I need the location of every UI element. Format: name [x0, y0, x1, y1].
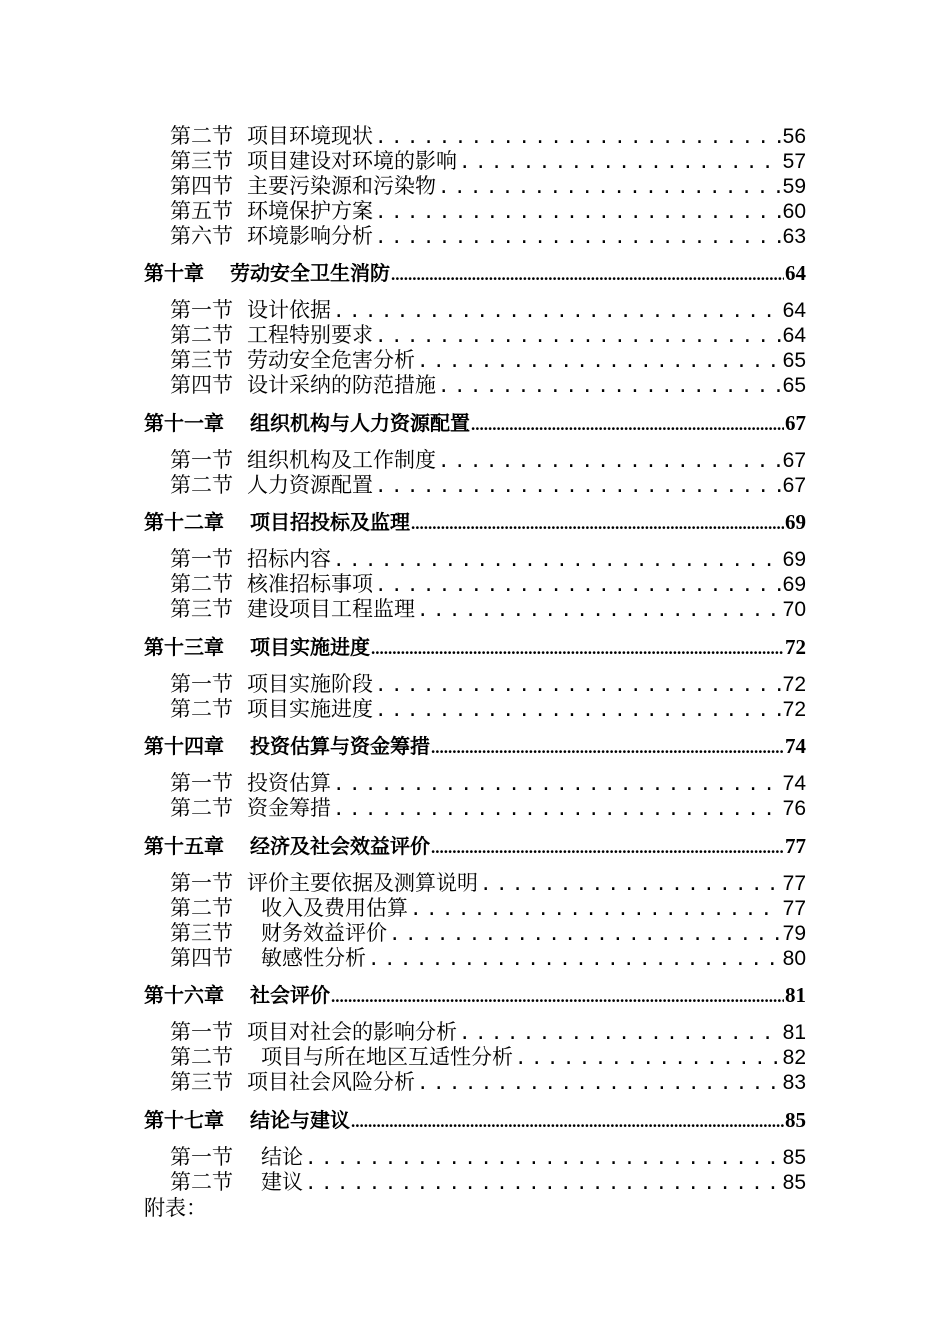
section-title: 资金筹措: [247, 796, 331, 820]
page-number: 67: [782, 474, 806, 497]
toc-section-entry[interactable]: [170, 298, 806, 323]
chapter-title: 组织机构与人力资源配置: [250, 411, 470, 435]
toc-chapter-entry[interactable]: [144, 1106, 806, 1134]
page-number: 83: [782, 1071, 806, 1094]
page-number: 72: [785, 635, 806, 659]
section-number: 第一节: [170, 1145, 233, 1169]
toc-section-entry[interactable]: [170, 1020, 806, 1045]
section-number: 第四节: [170, 946, 233, 970]
page-number: 74: [785, 734, 806, 758]
toc-chapter-entry[interactable]: [144, 633, 806, 661]
toc-section-entry[interactable]: [170, 348, 806, 373]
toc-section-entry[interactable]: [170, 896, 806, 921]
dot-leader: [471, 411, 784, 439]
dot-leader: [431, 734, 784, 762]
chapter-title: 劳动安全卫生消防: [230, 261, 390, 285]
section-number: 第二节: [170, 796, 233, 820]
dot-leader: [305, 1146, 781, 1171]
chapter-title: 经济及社会效益评价: [250, 834, 430, 858]
dot-leader: [371, 635, 784, 663]
section-title: 财务效益评价: [261, 921, 387, 945]
page-number: 59: [782, 175, 806, 198]
section-title: 项目对社会的影响分析: [247, 1020, 457, 1044]
toc-section-entry[interactable]: [170, 448, 806, 473]
toc-section-entry[interactable]: [170, 1070, 806, 1095]
dot-leader: [351, 1108, 784, 1136]
toc-chapter-entry[interactable]: [144, 409, 806, 437]
page-number: 81: [782, 1021, 806, 1044]
section-title: 项目社会风险分析: [247, 1070, 415, 1094]
section-title: 敏感性分析: [261, 946, 366, 970]
toc-section-entry[interactable]: [170, 672, 806, 697]
toc-section-entry[interactable]: [170, 946, 806, 971]
appendix-label: 附表：: [144, 1196, 207, 1220]
page-number: 77: [785, 834, 806, 858]
dot-leader: [410, 897, 781, 922]
toc-section-entry[interactable]: [170, 796, 806, 821]
section-title: 项目与所在地区互适性分析: [261, 1045, 513, 1069]
page-number: 67: [782, 449, 806, 472]
page-number: 72: [782, 698, 806, 721]
section-number: 第三节: [170, 921, 233, 945]
dot-leader: [375, 474, 781, 499]
page-number: 80: [782, 947, 806, 970]
section-number: 第三节: [170, 1070, 233, 1094]
dot-leader: [459, 150, 781, 175]
dot-leader: [417, 349, 781, 374]
section-number: 第三节: [170, 348, 233, 372]
section-number: 第一节: [170, 448, 233, 472]
dot-leader: [333, 772, 781, 797]
toc-chapter-entry[interactable]: [144, 508, 806, 536]
section-title: 项目实施进度: [247, 697, 373, 721]
page-number: 63: [782, 225, 806, 248]
page-number: 64: [782, 324, 806, 347]
section-title: 环境影响分析: [247, 224, 373, 248]
section-number: 第四节: [170, 174, 233, 198]
chapter-number: 第十三章: [144, 635, 224, 659]
dot-leader: [368, 947, 781, 972]
section-number: 第一节: [170, 1020, 233, 1044]
page-number: 82: [782, 1046, 806, 1069]
section-title: 核准招标事项: [247, 572, 373, 596]
page-number: 85: [785, 1108, 806, 1132]
page-number: 64: [782, 299, 806, 322]
chapter-number: 第十七章: [144, 1108, 224, 1132]
section-number: 第二节: [170, 124, 233, 148]
dot-leader: [375, 200, 781, 225]
section-number: 第二节: [170, 697, 233, 721]
section-number: 第二节: [170, 1170, 233, 1194]
page-number: 72: [782, 673, 806, 696]
section-title: 评价主要依据及测算说明: [247, 871, 478, 895]
dot-leader: [417, 1071, 781, 1096]
section-number: 第二节: [170, 896, 233, 920]
toc-section-entry[interactable]: [170, 871, 806, 896]
section-number: 第二节: [170, 323, 233, 347]
page-number: 65: [782, 374, 806, 397]
toc-section-entry[interactable]: [170, 547, 806, 572]
section-title: 项目建设对环境的影响: [247, 149, 457, 173]
section-title: 组织机构及工作制度: [247, 448, 436, 472]
page-number: 77: [782, 872, 806, 895]
chapter-number: 第十一章: [144, 411, 224, 435]
dot-leader: [375, 673, 781, 698]
chapter-number: 第十四章: [144, 734, 224, 758]
toc-section-entry[interactable]: [170, 697, 806, 722]
chapter-title: 结论与建议: [250, 1108, 350, 1132]
section-number: 第六节: [170, 224, 233, 248]
section-number: 第一节: [170, 871, 233, 895]
section-title: 环境保护方案: [247, 199, 373, 223]
dot-leader: [305, 1171, 781, 1196]
section-number: 第一节: [170, 298, 233, 322]
dot-leader: [333, 797, 781, 822]
section-title: 建设项目工程监理: [247, 597, 415, 621]
toc-section-entry[interactable]: [170, 771, 806, 796]
section-title: 主要污染源和污染物: [247, 174, 436, 198]
section-title: 项目实施阶段: [247, 672, 373, 696]
dot-leader: [459, 1021, 781, 1046]
dot-leader: [375, 324, 781, 349]
page-number: 77: [782, 897, 806, 920]
page-number: 81: [785, 983, 806, 1007]
page-number: 69: [785, 510, 806, 534]
toc-section-entry[interactable]: [170, 323, 806, 348]
toc-section-entry[interactable]: [170, 597, 806, 622]
chapter-number: 第十五章: [144, 834, 224, 858]
section-title: 工程特别要求: [247, 323, 373, 347]
dot-leader: [391, 261, 784, 289]
dot-leader: [438, 374, 781, 399]
dot-leader: [333, 548, 781, 573]
page-number: 69: [782, 573, 806, 596]
chapter-number: 第十二章: [144, 510, 224, 534]
toc-chapter-entry[interactable]: [144, 832, 806, 860]
toc-section-entry[interactable]: [170, 1045, 806, 1070]
dot-leader: [411, 510, 784, 538]
dot-leader: [480, 872, 781, 897]
toc-section-entry[interactable]: [170, 1170, 806, 1195]
section-title: 设计采纳的防范措施: [247, 373, 436, 397]
toc-chapter-entry[interactable]: [144, 981, 806, 1009]
page-number: 67: [785, 411, 806, 435]
dot-leader: [333, 299, 781, 324]
page-number: 76: [782, 797, 806, 820]
section-title: 项目环境现状: [247, 124, 373, 148]
section-number: 第一节: [170, 547, 233, 571]
section-number: 第三节: [170, 149, 233, 173]
dot-leader: [431, 834, 784, 862]
toc-section-entry[interactable]: [170, 473, 806, 498]
toc-section-entry[interactable]: [170, 373, 806, 398]
chapter-title: 投资估算与资金筹措: [250, 734, 430, 758]
dot-leader: [515, 1046, 781, 1071]
section-number: 第三节: [170, 597, 233, 621]
dot-leader: [389, 922, 781, 947]
dot-leader: [375, 573, 781, 598]
page-number: 60: [782, 200, 806, 223]
page-number: 85: [782, 1146, 806, 1169]
page-number: 70: [782, 598, 806, 621]
section-title: 收入及费用估算: [261, 896, 408, 920]
section-title: 结论: [261, 1145, 303, 1169]
toc-section-entry[interactable]: [170, 224, 806, 249]
page-number: 56: [782, 125, 806, 148]
dot-leader: [438, 175, 781, 200]
chapter-number: 第十章: [144, 261, 204, 285]
section-title: 设计依据: [247, 298, 331, 322]
toc-section-entry[interactable]: [170, 921, 806, 946]
page-number: 79: [782, 922, 806, 945]
dot-leader: [375, 698, 781, 723]
section-number: 第一节: [170, 672, 233, 696]
chapter-title: 项目招投标及监理: [250, 510, 410, 534]
section-title: 人力资源配置: [247, 473, 373, 497]
toc-section-entry[interactable]: [170, 572, 806, 597]
page-number: 57: [782, 150, 806, 173]
toc-section-entry[interactable]: [170, 199, 806, 224]
toc-chapter-entry[interactable]: [144, 259, 806, 287]
toc-section-entry[interactable]: [170, 124, 806, 149]
page-number: 65: [782, 349, 806, 372]
page-number: 64: [785, 261, 806, 285]
dot-leader: [375, 225, 781, 250]
chapter-title: 项目实施进度: [250, 635, 370, 659]
section-title: 劳动安全危害分析: [247, 348, 415, 372]
dot-leader: [375, 125, 781, 150]
toc-section-entry[interactable]: [170, 149, 806, 174]
dot-leader: [331, 983, 784, 1011]
section-title: 建议: [261, 1170, 303, 1194]
section-number: 第二节: [170, 1045, 233, 1069]
page-number: 69: [782, 548, 806, 571]
section-title: 投资估算: [247, 771, 331, 795]
section-number: 第二节: [170, 572, 233, 596]
section-number: 第五节: [170, 199, 233, 223]
chapter-title: 社会评价: [250, 983, 330, 1007]
page-number: 85: [782, 1171, 806, 1194]
section-number: 第一节: [170, 771, 233, 795]
section-title: 招标内容: [247, 547, 331, 571]
page-number: 74: [782, 772, 806, 795]
section-number: 第四节: [170, 373, 233, 397]
toc-section-entry[interactable]: [170, 1145, 806, 1170]
toc-section-entry[interactable]: [170, 174, 806, 199]
section-number: 第二节: [170, 473, 233, 497]
dot-leader: [417, 598, 781, 623]
toc-chapter-entry[interactable]: [144, 732, 806, 760]
chapter-number: 第十六章: [144, 983, 224, 1007]
dot-leader: [438, 449, 781, 474]
